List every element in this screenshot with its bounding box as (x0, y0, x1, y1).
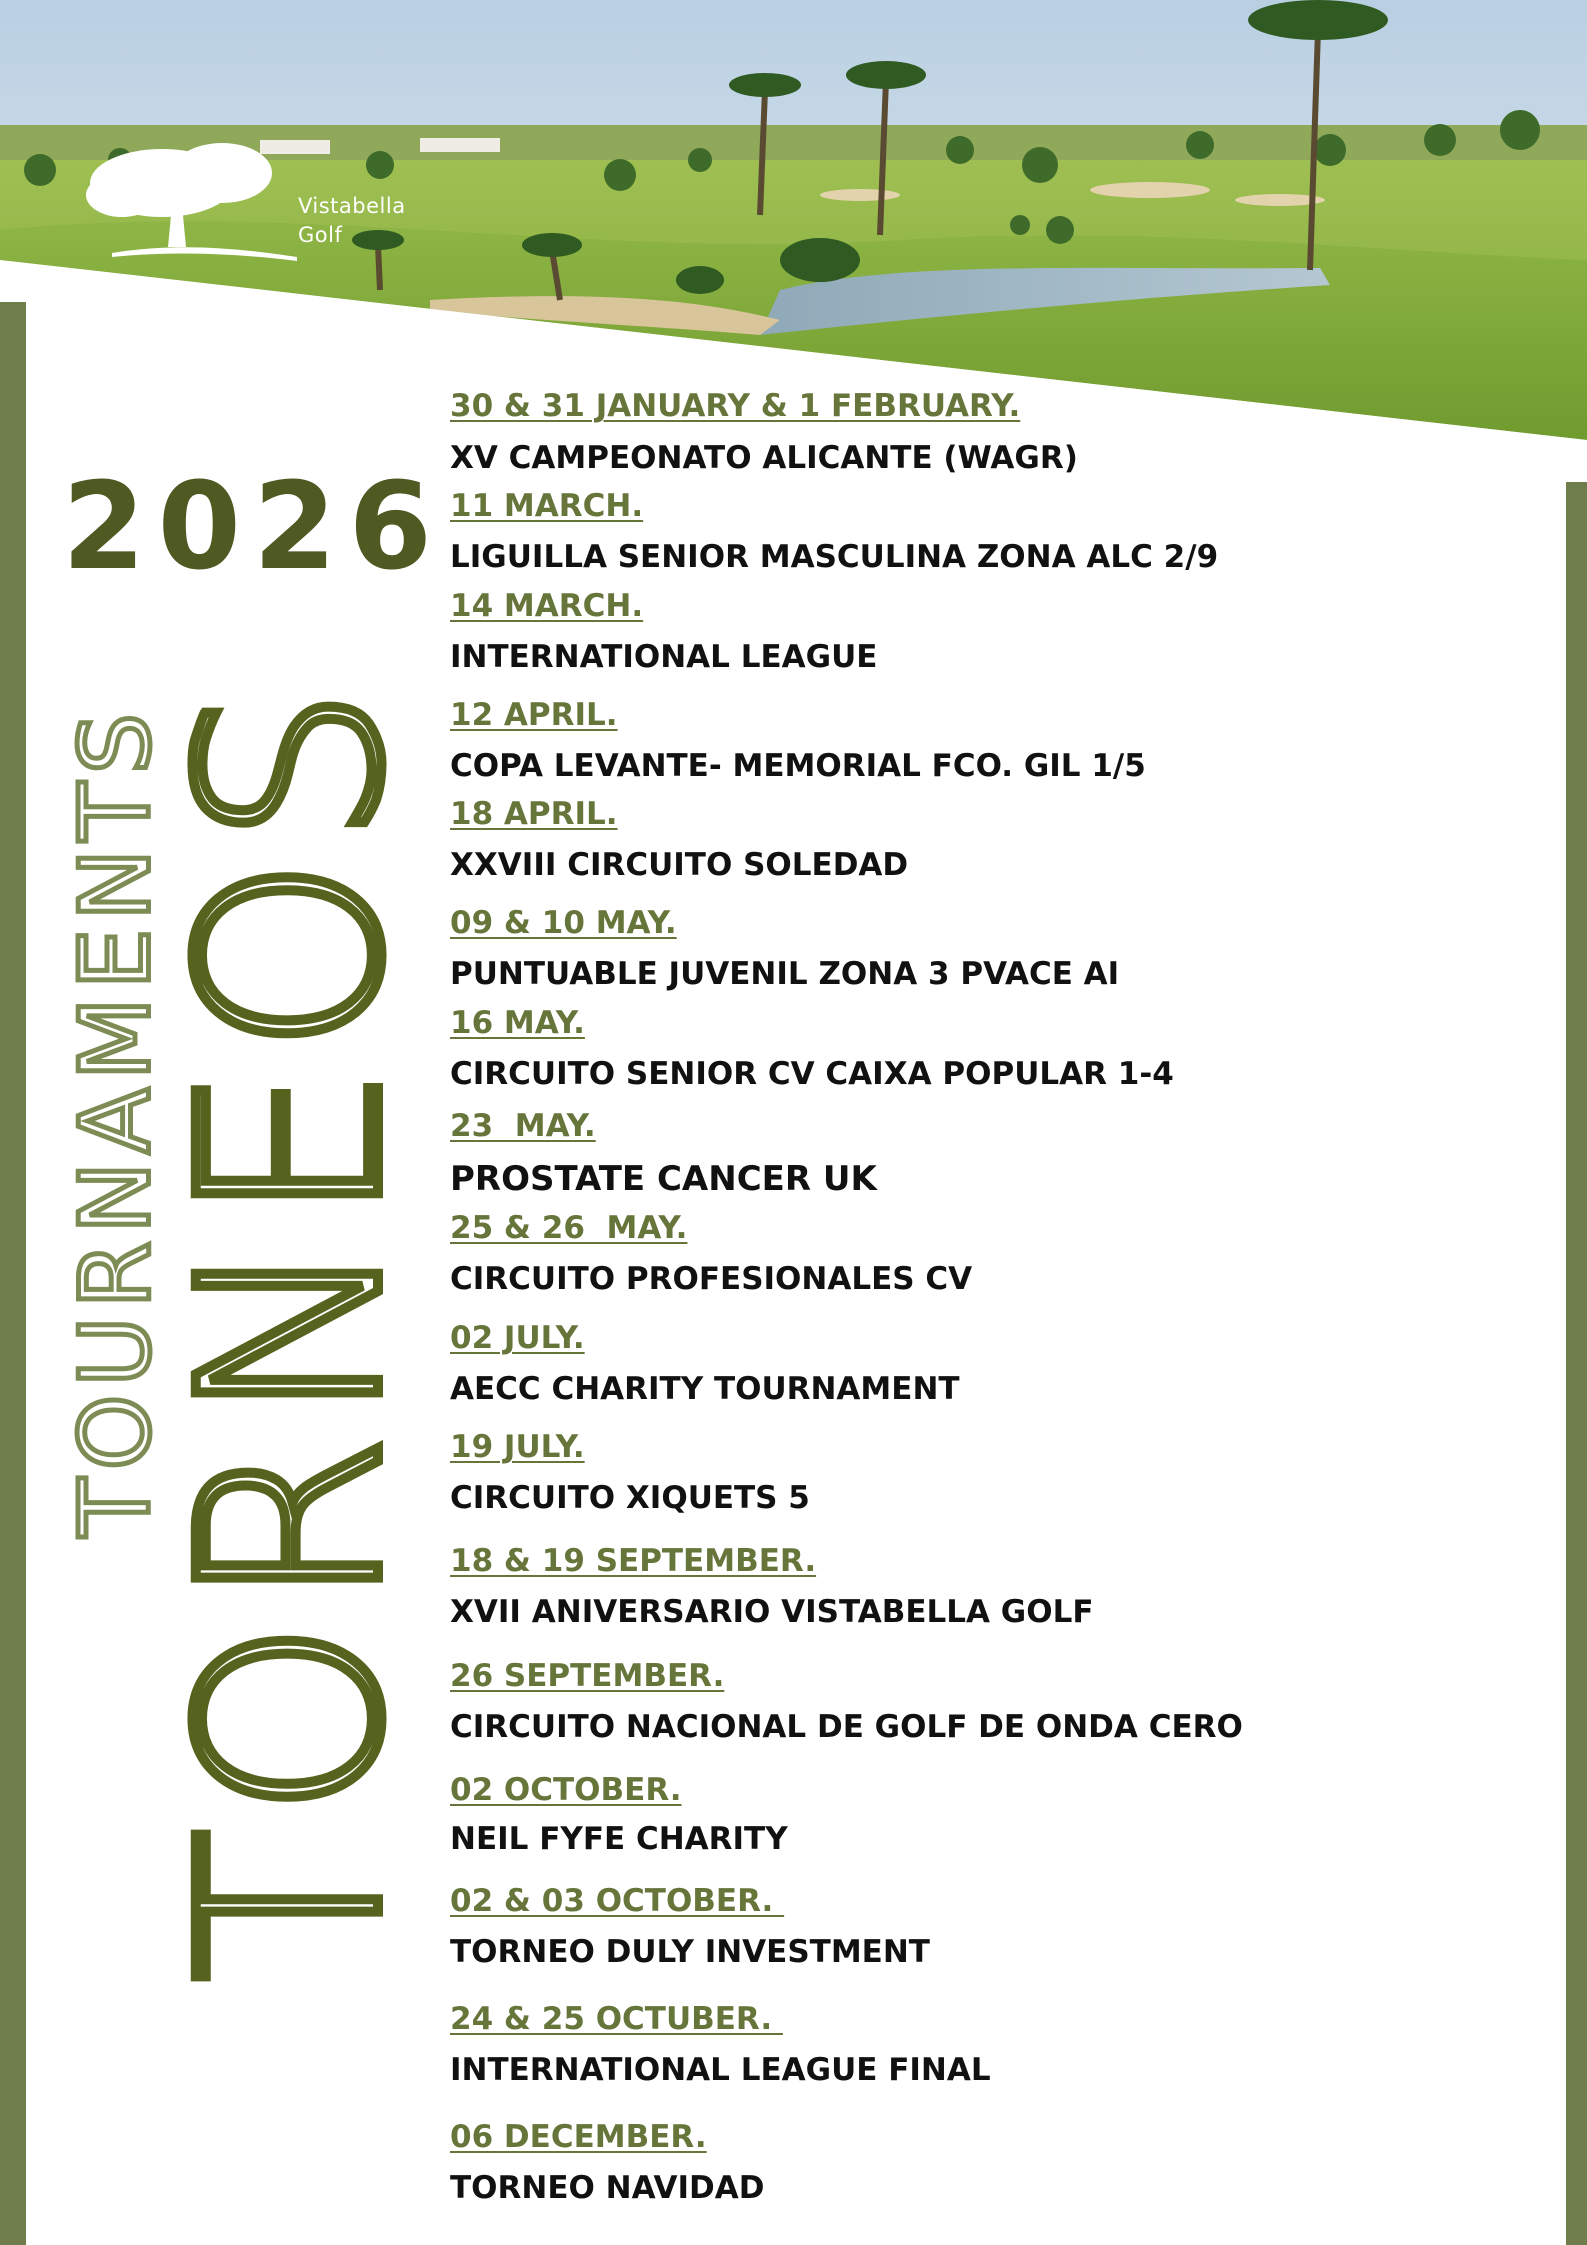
event-date: 16 MAY. (450, 1005, 585, 1041)
year-heading: 2026 (62, 458, 444, 597)
event-date: 30 & 31 JANUARY & 1 FEBRUARY. (450, 388, 1021, 424)
event-name: CIRCUITO NACIONAL DE GOLF DE ONDA CERO (450, 1709, 1243, 1745)
event-date: 18 & 19 SEPTEMBER. (450, 1543, 817, 1579)
logo-line-2: Golf (298, 223, 343, 247)
event-date: 23 MAY. (450, 1108, 596, 1144)
event-date: 11 MARCH. (450, 488, 644, 524)
right-accent-bar (1566, 482, 1587, 2245)
event-name: AECC CHARITY TOURNAMENT (450, 1371, 960, 1407)
event-name: INTERNATIONAL LEAGUE (450, 639, 878, 675)
event-name: CIRCUITO PROFESIONALES CV (450, 1261, 973, 1297)
event-name: XVII ANIVERSARIO VISTABELLA GOLF (450, 1594, 1094, 1630)
event-name: PROSTATE CANCER UK (450, 1159, 877, 1199)
event-date: 09 & 10 MAY. (450, 905, 677, 941)
event-date: 25 & 26 MAY. (450, 1210, 688, 1246)
event-name: LIGUILLA SENIOR MASCULINA ZONA ALC 2/9 (450, 539, 1219, 575)
vistabella-golf-logo-text (298, 192, 406, 250)
event-name: INTERNATIONAL LEAGUE FINAL (450, 2052, 991, 2088)
event-date: 24 & 25 OCTUBER. (450, 2001, 783, 2037)
event-name: XXVIII CIRCUITO SOLEDAD (450, 847, 909, 883)
event-date: 18 APRIL. (450, 796, 618, 832)
event-name: XV CAMPEONATO ALICANTE (WAGR) (450, 440, 1078, 476)
event-date: 02 JULY. (450, 1320, 585, 1356)
event-name: TORNEO DULY INVESTMENT (450, 1934, 930, 1970)
event-name: NEIL FYFE CHARITY (450, 1821, 788, 1857)
event-name: TORNEO NAVIDAD (450, 2170, 765, 2206)
logo-line-1: Vistabella (298, 194, 406, 218)
event-date: 12 APRIL. (450, 697, 618, 733)
tournaments-vertical-title: TOURNAMENTS (59, 705, 172, 1537)
event-date: 06 DECEMBER. (450, 2119, 707, 2155)
event-date: 02 & 03 OCTOBER. (450, 1883, 785, 1919)
event-name: CIRCUITO SENIOR CV CAIXA POPULAR 1-4 (450, 1056, 1174, 1092)
event-date: 02 OCTOBER. (450, 1772, 682, 1808)
event-name: PUNTUABLE JUVENIL ZONA 3 PVACE AI (450, 956, 1120, 992)
header-golf-course-photo (0, 0, 1587, 450)
torneos-vertical-title: TORNEOS (146, 674, 437, 1982)
event-date: 19 JULY. (450, 1429, 585, 1465)
left-accent-bar (0, 302, 26, 2245)
event-date: 14 MARCH. (450, 588, 644, 624)
event-name: CIRCUITO XIQUETS 5 (450, 1480, 810, 1516)
event-date: 26 SEPTEMBER. (450, 1658, 725, 1694)
event-name: COPA LEVANTE- MEMORIAL FCO. GIL 1/5 (450, 748, 1146, 784)
